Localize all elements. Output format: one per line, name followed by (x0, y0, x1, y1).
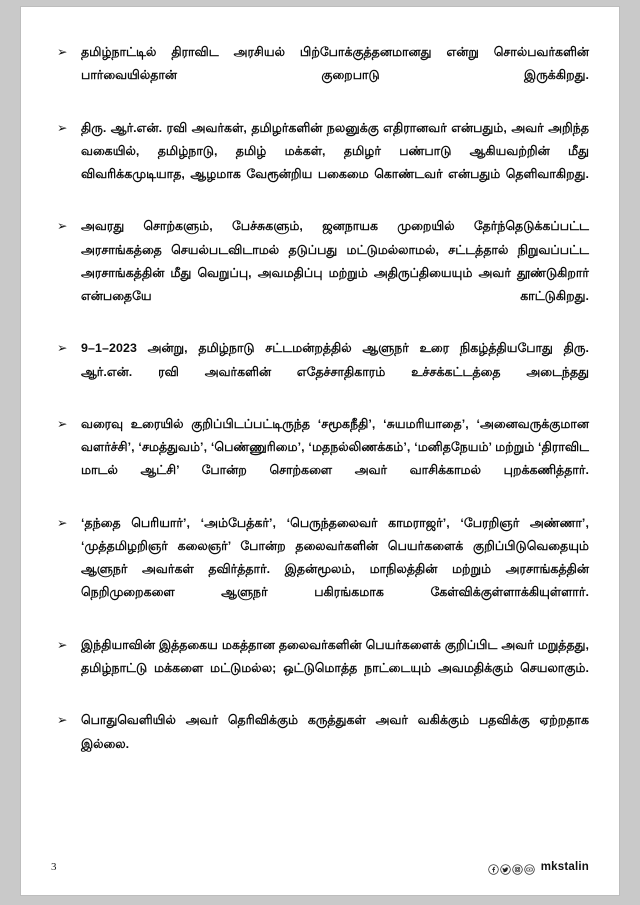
social-handle-group (488, 861, 589, 873)
list-item (51, 337, 589, 407)
instagram-icon[interactable] (512, 862, 523, 873)
list-item-text: 9–1–2023 அன்று, தமிழ்நாடு சட்டமன்றத்தில் ஆளுநர் உரை நிகழ்த்தியபோது திரு. ஆர்.என். ரவி அவர்களின் எதேச்சாதிகாரம் உச்சக்கட்டத்தை அடைந்தது (81, 341, 589, 379)
bullet-marker-icon: ➢ (57, 713, 68, 728)
youtube-icon[interactable] (524, 862, 535, 873)
bullet-list (51, 41, 589, 779)
list-item-text: அவரது சொற்களும், பேச்சுகளும், ஜனநாயக முறையில் தேர்ந்தெடுக்கப்பட்ட அரசாங்கத்தை செயல்படவிடாமல் தடுப்பது மட்டுமல்லாமல், சட்டத்தால் நிறுவப்பட்ட அரசாங்கத்தின் மீது வெறுப்பு, அவமதிப்பு மற்றும் அதிருப்தியையும் அவர் தூண்டுகிறார் என்பதையே காட்டுகிறது. (81, 219, 589, 304)
social-handle: mkstalin (540, 861, 589, 873)
page-number: 3 (51, 861, 57, 873)
bullet-marker-icon: ➢ (57, 45, 68, 59)
bullet-marker-icon: ➢ (57, 341, 68, 356)
list-item-text: பொதுவெளியில் அவர் தெரிவிக்கும் கருத்துகள் அவர் வகிக்கும் பதவிக்கு ஏற்றதாக இல்லை. (81, 713, 589, 751)
list-item (51, 215, 589, 331)
list-item-text: இந்தியாவின் இத்தகைய மகத்தான தலைவர்களின் பெயர்களைக் குறிப்பிட அவர் மறுத்தது, தமிழ்நாட்டு மக்களை மட்டுமல்ல; ஒட்டுமொத்த நாட்டையும் அவமதிக்கும் செயலாகும். (81, 637, 589, 676)
bullet-marker-icon: ➢ (57, 515, 68, 530)
list-item-text: ‘தந்தை பெரியார்’, ‘அம்பேத்கர்’, ‘பெருந்தலைவர் காமராஜர்’, ‘பேரறிஞர் அண்ணா’, ‘முத்தமிழறிஞர் கலைஞர்’ போன்ற தலைவர்களின் பெயர்களைக் குறிப்பிடுவெதையும் ஆளுநர் அவர்கள் தவிர்த்தார். இதன்மூலம், மாநிலத்தின் மற்றும் அரசாங்கத்தின் நெறிமுறைகளை ஆளுநர் பகிரங்கமாக கேள்விக்குள்ளாக்கியுள்ளார். (81, 515, 589, 600)
bullet-marker-icon: ➢ (57, 219, 68, 234)
list-item (51, 117, 589, 210)
list-item (51, 512, 589, 628)
page-footer (51, 857, 589, 877)
list-item (51, 709, 589, 779)
list-item-text: திரு. ஆர்.என். ரவி அவர்கள், தமிழர்களின் நலனுக்கு எதிரானவர் என்பதும், அவர் அறிந்த வகையில், தமிழ்நாடு, தமிழ் மக்கள், தமிழர் பண்பாடு ஆகியவற்றின் மீது விவரிக்கமுடியாத, ஆழமாக வேரூன்றிய பகைமை கொண்டவர் என்பதும் தெளிவாகிறது. (81, 120, 589, 182)
list-item (51, 634, 589, 704)
twitter-icon[interactable] (500, 862, 511, 873)
list-item-text: வரைவு உரையில் குறிப்பிடப்பட்டிருந்த ‘சமூகநீதி’, ‘சுயமரியாதை’, ‘அனைவருக்குமான வளர்ச்சி’, ‘சமத்துவம்’, ‘பெண்ணுரிமை’, ‘மதநல்லிணக்கம்’, ‘மனிதநேயம்’ மற்றும் ‘திராவிட மாடல் ஆட்சி’ போன்ற சொற்களை அவர் வாசிக்காமல் புறக்கணித்தார். (81, 417, 589, 478)
list-item-text: தமிழ்நாட்டில் திராவிட அரசியல் பிற்போக்குத்தனமானது என்று சொல்பவர்களின் பார்வையில்தான் குறைபாடு இருக்கிறது. (81, 45, 589, 83)
bullet-marker-icon: ➢ (57, 417, 68, 432)
bullet-marker-icon: ➢ (57, 637, 68, 652)
list-item (51, 413, 589, 506)
document-page (21, 7, 619, 895)
social-icons (488, 862, 535, 873)
facebook-icon[interactable] (488, 862, 499, 873)
list-item (51, 41, 589, 111)
bullet-marker-icon: ➢ (57, 120, 68, 135)
